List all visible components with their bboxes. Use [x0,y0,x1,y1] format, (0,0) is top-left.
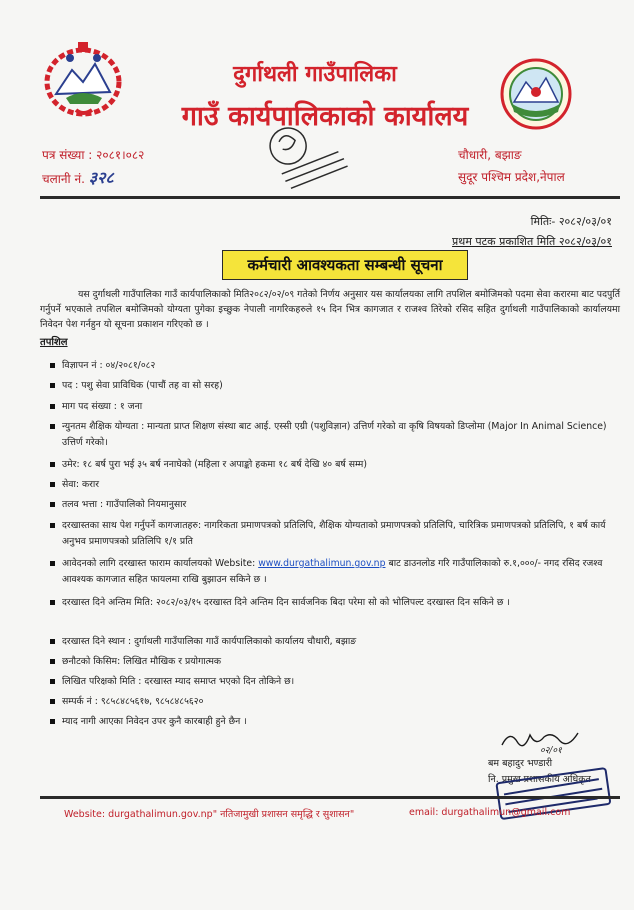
municipality-logo-icon [500,58,572,130]
list-item: दरखास्त दिने स्थान : दुर्गाथली गाउँपालिका गाउँ कार्यपालिकाको कार्यालय चौधारी, बझाङ [62,634,618,650]
ref-number: पत्र संख्या : २०८१।०८२ [42,148,145,162]
list-item: तलव भत्ता : गाउँपालिको नियमानुसार [62,497,618,513]
list-item: छनौटको किसिम: लिखित मौखिक र प्रयोगात्मक [62,654,618,670]
signature-date: ०२/०१ [540,746,562,756]
bullet-icon [50,659,55,664]
office-stamp-icon [258,108,358,198]
bullet-icon [50,363,55,368]
chalani-label: चलानी नं. [42,172,85,186]
list-item: पद : पशु सेवा प्राविधिक (पाचौं तह वा सो सरह) [62,378,618,394]
bullet-icon [50,561,55,566]
list-item: दरखास्त दिने अन्तिम मिति: २०८२/०३/१५ दरखास्त दिने अन्तिम दिन सार्वजनिक बिदा परेमा सो को भोलिपल्ट दरखास्त दिन सकिने छ । [62,595,618,611]
list-item: लिखित परिक्षको मिति : दरखास्त म्याद समाप्त भएको दिन तोकिने छ। [62,674,618,690]
address-line-1: चौधारी, बझाङ [458,148,522,162]
list-item: उमेर: १८ बर्ष पुरा भई ३५ बर्ष ननाघेको (महिला र अपाङ्को हकमा १८ बर्ष देखि ४० बर्ष सम्म) [62,457,618,473]
website-link[interactable]: www.durgathalimun.gov.np [258,558,386,569]
address-line-2: सुदूर पश्चिम प्रदेश,नेपाल [458,170,565,184]
list-item: म्याद नागी आएका निवेदन उपर कुनै कारबाही हुने छैन । [62,714,618,730]
bullet-icon [50,639,55,644]
nepal-emblem-icon [40,34,126,120]
notice-date: मितिः- २०८२/०३/०१ [530,215,612,228]
chalani-value: ३२८ [88,168,114,187]
signatory-name: बम बहादुर भण्डारी [488,758,553,769]
footer-divider [40,796,620,799]
list-item: आवेदनको लागि दरखास्त फाराम कार्यालयको Website: www.durgathalimun.gov.np बाट डाउनलोड गरि गाउँपालिकाको रु.१,०००/- नगद रसिद रजश्व आवश्यक कागजात सहित फायलमा राखि बुझाउन सकिने छ । [62,556,618,587]
list-item: न्युनतम शैक्षिक योग्यता : मान्यता प्राप्त शिक्षण संस्था बाट आई. एस्सी एग्री (पशुविज्ञान) उत्तिर्ण गरेको वा कृषि विषयको डिप्लोमा (Major In Animal Science) उत्तिर्ण गरेको। [62,419,618,450]
tafsil-heading: तपशिल [40,337,68,348]
bullet-icon [50,679,55,684]
bullet-icon [50,523,55,528]
bullet-icon [50,462,55,467]
footer-email: email: durgathalimun@gmail.com [409,807,571,818]
list-item: सेवा: करार [62,477,618,493]
list-item: सम्पर्क नं : ९८५८४८५६१७, ९८५८४८५६२० [62,694,618,710]
list-item: दरखास्तका साथ पेश गर्नुपर्ने कागजातहरु: नागरिकता प्रमाणपत्रको प्रतिलिपि, शैक्षिक योग्यताको प्रमाणपत्रको प्रतिलिपि, चारित्रिक प्रमाणपत्रको प्रतिलिपि, १ बर्ष कार्य अनुभव प्रमाणपत्रको प्रतिलिपि १/१ प्रति [62,518,618,549]
header-divider [40,196,620,199]
notice-intro: यस दुर्गाथली गाउँपालिका गाउँ कार्यपालिकाको मिति२०८२/०२/०९ गतेको निर्णय अनुसार यस कार्यालयका लागि तपशिल बमोजिमको पदमा सेवा करारमा बाट पदपुर्ति गर्नुपर्ने भएकाले तपशिल बमोजिमको योग्यता पुगेका इच्छुक नेपाली नागरिकहरुले १५ दिन भित्र कागजात र राजश्व तिरेको रसिद सहित दुर्गाथली गाउँपालिकाको कार्यालयमा निवेदन पेश गर्नहुन यो सूचना प्रकाशन गरिएको छ । [40,289,620,331]
bullet-icon [50,719,55,724]
list-item: माग पद संख्या : १ जना [62,399,618,415]
footer-website: Website: durgathalimun.gov.np" नतिजामुखी प्रशासन समृद्धि र सुशासन" [64,809,355,820]
bullet-icon [50,699,55,704]
chalani-number [42,166,114,188]
footer [64,807,624,820]
office-title: गाउँ कार्यपालिकाको कार्यालय [181,101,469,132]
bullet-icon [50,424,55,429]
bullet-icon [50,383,55,388]
bullet-icon [50,404,55,409]
bullet-icon [50,600,55,605]
bullet-icon [50,502,55,507]
bullet-icon [50,482,55,487]
notice-title: कर्मचारी आवश्यकता सम्बन्धी सूचना [222,250,468,280]
signatory-designation: नि. प्रमुख प्रशासकीय अधिकृत [488,774,591,785]
office-name: दुर्गाथली गाउँपालिका [233,62,397,87]
list-item: विज्ञापन नं : ०४/२०८१/०८२ [62,358,618,374]
first-published-date: प्रथम पटक प्रकाशित मिति २०८२/०३/०१ [452,235,612,248]
